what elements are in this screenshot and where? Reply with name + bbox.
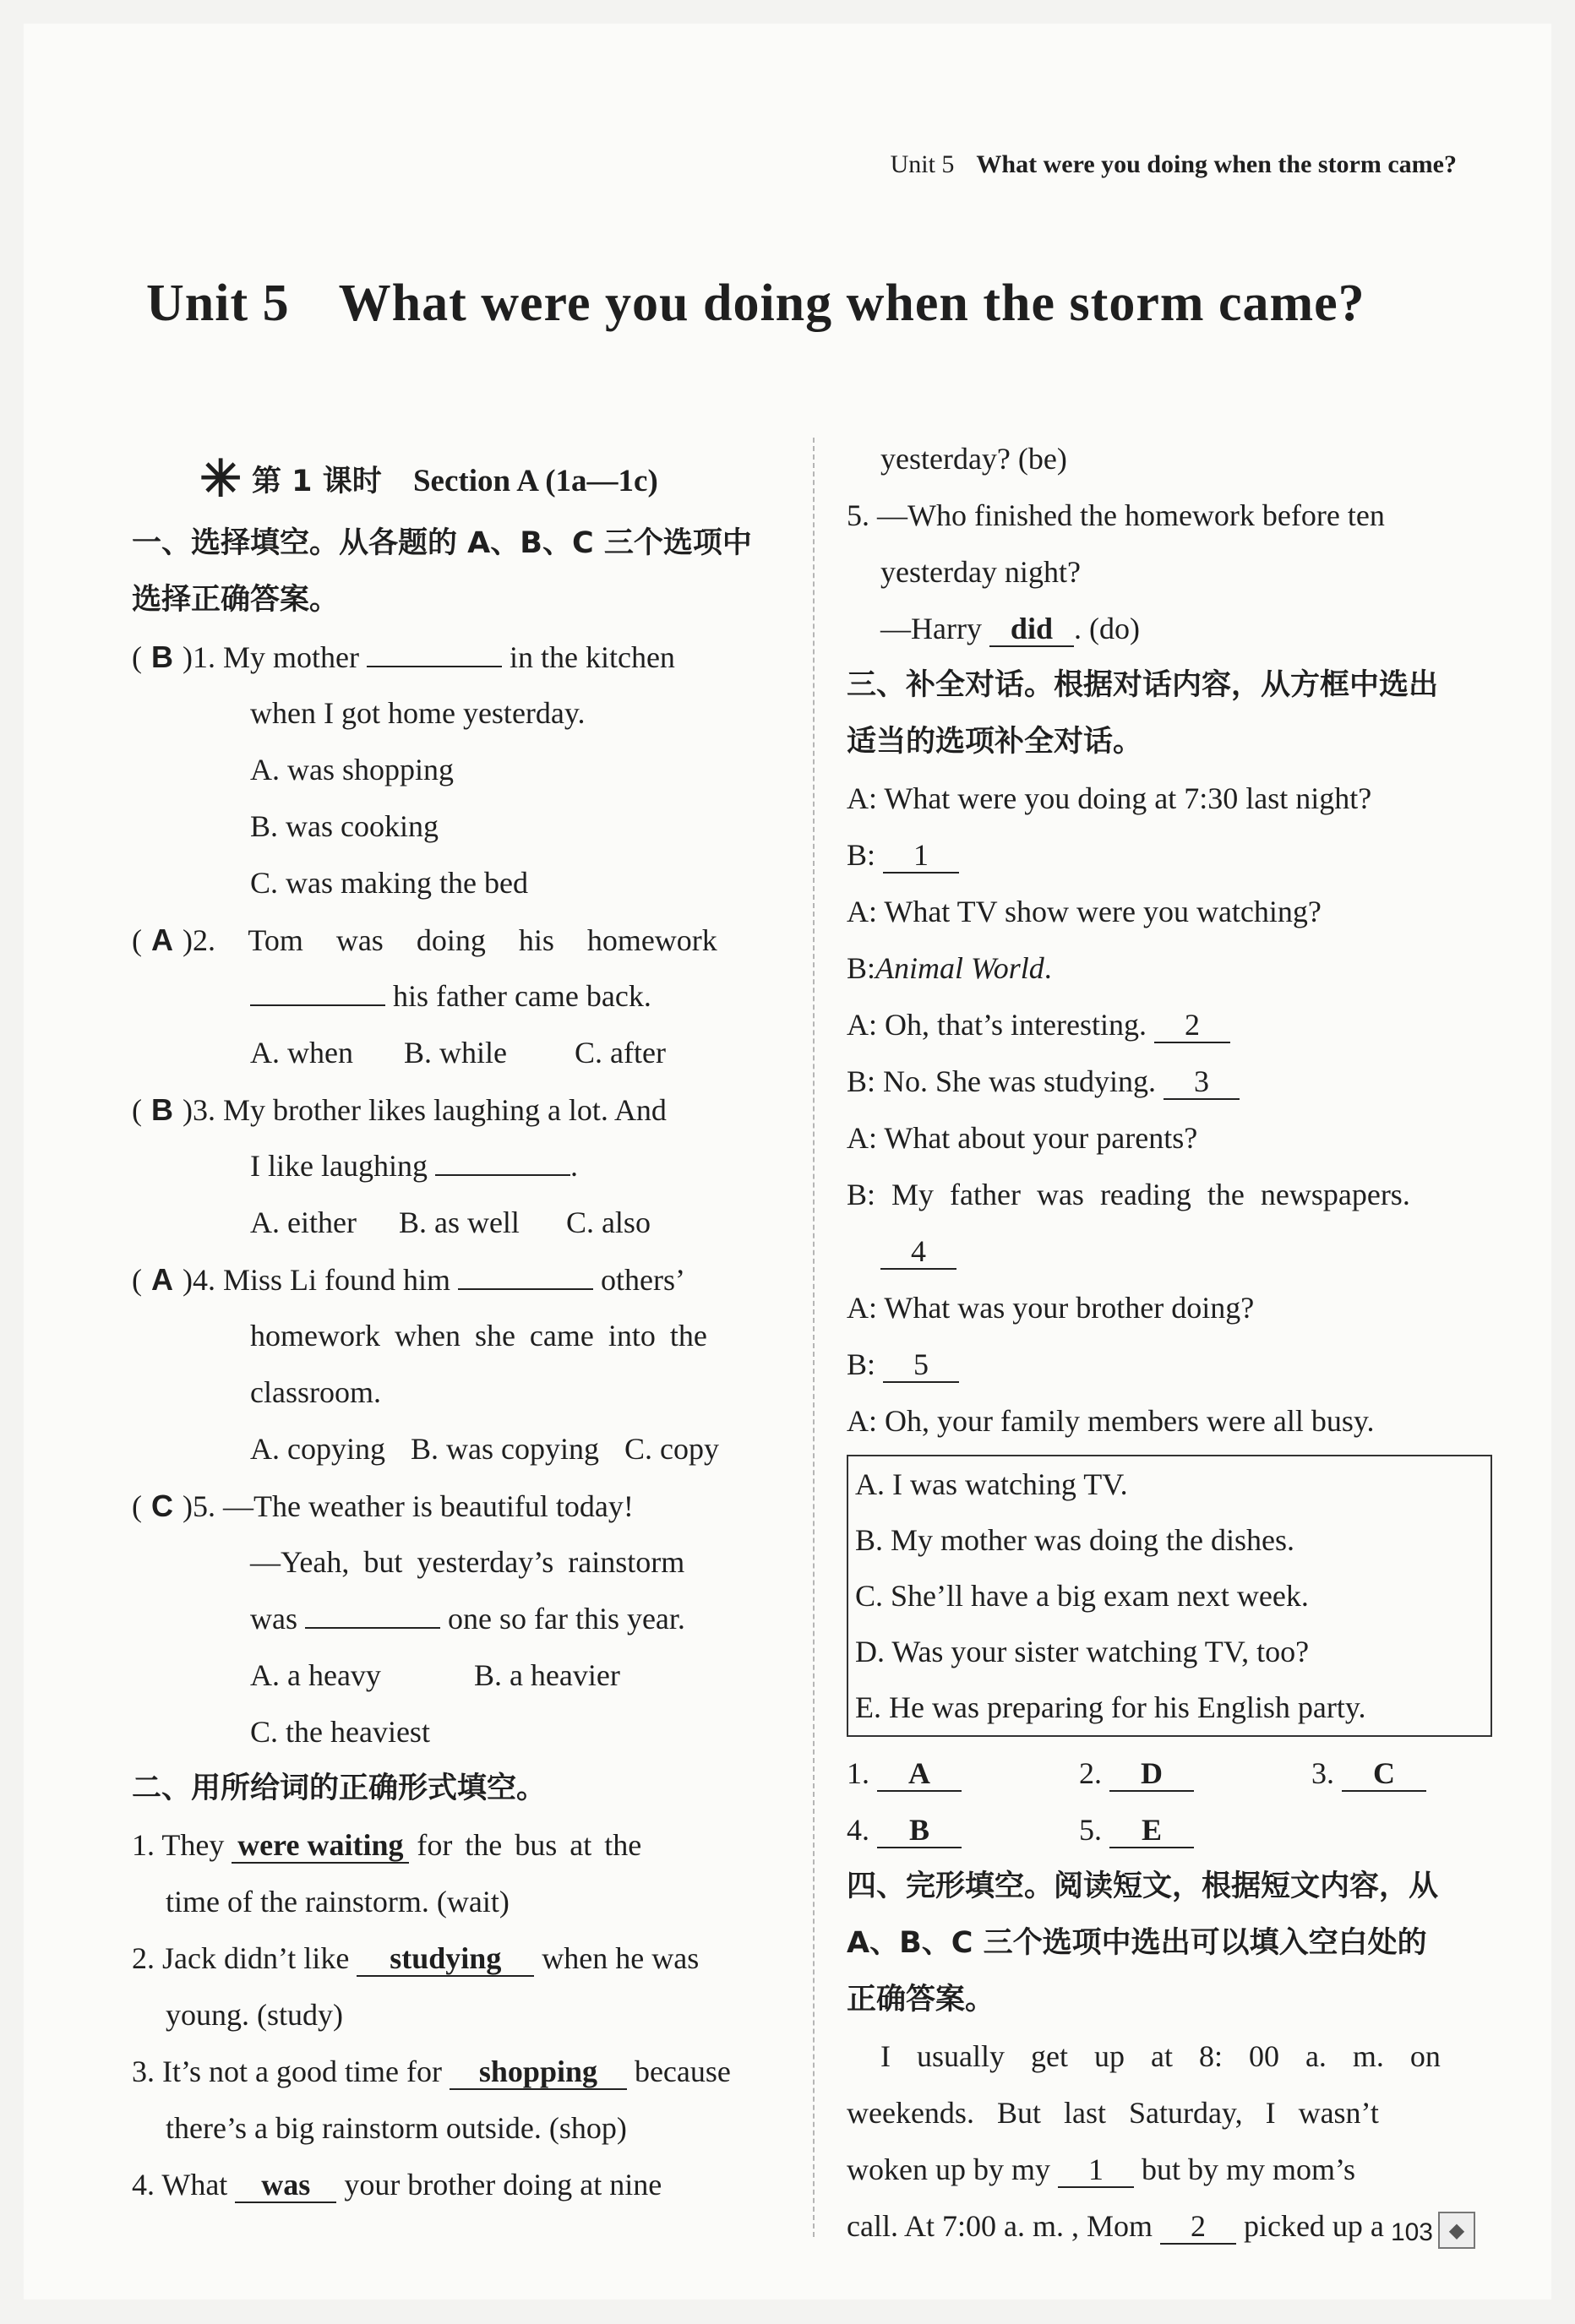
dialogue-blank: 1 [883,838,959,874]
dialogue-blank: 4 [880,1234,956,1270]
question-text: —Yeah, but yesterday’s rainstorm [250,1545,685,1579]
running-header [891,150,1457,179]
answer-mark: C [151,1489,173,1523]
page-title [146,274,1365,334]
answer-blank [250,971,385,1006]
column-divider [813,438,815,2237]
dialogue-text: B: [847,951,876,985]
question-text: classroom. [250,1375,381,1409]
star-ornament-icon: ✳ [199,451,243,507]
dialogue-text: A: Oh, that’s interesting. [847,1008,1147,1042]
fill-1 [132,1817,787,1874]
filled-answer: were waiting [232,1828,409,1864]
option: A. copying [250,1432,385,1466]
part4-heading-cont: 正确答案。 [847,1983,995,2016]
filled-answer: shopping [450,2055,627,2090]
dialogue-text: B: [847,1347,876,1381]
option: A. either [250,1206,357,1239]
dialogue-line [847,1223,1497,1280]
fill-2 [132,1930,787,1987]
option: C. the heaviest [250,1715,430,1749]
fill-text: when he was [542,1941,700,1975]
part3-heading-cont: 适当的选项补全对话。 [847,725,1143,759]
fill-text: yesterday? (be) [880,442,1067,476]
box-option: D. Was your sister watching TV, too? [855,1635,1310,1668]
passage-line: I usually get up at 8: 00 a. m. on [880,2039,1441,2073]
fill-text: your brother doing at nine [344,2168,662,2202]
dialogue-line: A: What were you doing at 7:30 last night? [847,781,1372,815]
question-1: ( B )1. My mother in the kitchen [132,629,787,685]
dialogue-line: B: My father was reading the newspapers. [847,1178,1410,1211]
page [24,24,1551,2300]
options-row [132,1195,787,1251]
answer-blank [458,1255,593,1290]
answer-mark: B [151,640,173,674]
running-header-unit: Unit 5 [890,150,955,178]
fill-text: 4. What [132,2168,228,2202]
option: B. was cooking [250,809,439,843]
dialogue-blank: 5 [883,1347,959,1383]
answer-letter: B [877,1813,962,1848]
fill-4 [132,2157,787,2213]
answer-blank [435,1140,570,1176]
fill-text: —Harry [880,612,982,645]
fill-text: 3. It’s not a good time for [132,2055,442,2088]
question-2: ( A )2. Tom was doing his homework [132,912,787,968]
option: A. when [250,1036,353,1069]
box-option: C. She’ll have a big exam next week. [855,1579,1309,1613]
fill-text: 2. Jack didn’t like [132,1941,350,1975]
fill-text: because [634,2055,731,2088]
answer-blank [305,1593,440,1629]
options-row [132,1025,787,1081]
dialogue-line [847,1053,1497,1110]
option: B. while [403,1036,507,1069]
option: B. a heavier [473,1658,620,1692]
question-4: ( A )4. Miss Li found him others’ [132,1251,787,1308]
dialogue-line: A: What was your brother doing? [847,1291,1255,1325]
question-text: others’ [601,1263,685,1297]
option: B. was copying [410,1432,599,1466]
answer-letter: C [1342,1756,1426,1792]
question-text: 2. Tom was doing his homework [193,923,717,957]
part4-heading: 四、完形填空。阅读短文，根据短文内容，从 [847,1870,1439,1903]
page-number: 103 [1390,2218,1433,2246]
question-text [132,1591,787,1647]
passage-blank: 1 [1058,2153,1134,2188]
fill-text: young. (study) [166,1998,343,2032]
part4-heading-cont: A、B、C 三个选项中选出可以填入空白处的 [847,1926,1427,1960]
part3-heading: 三、补全对话。根据对话内容，从方框中选出 [847,668,1439,702]
lesson-heading [132,448,787,515]
left-column [132,448,787,2213]
question-text: in the kitchen [509,640,675,674]
dialogue-text: B: No. She was studying. [847,1064,1157,1098]
question-text [132,968,787,1025]
lesson-section: Section A (1a—1c) [412,464,658,498]
question-text: 4. Miss Li found him [193,1263,451,1297]
fill-text: 1. They [132,1828,225,1862]
passage-text: picked up a [1243,2209,1384,2243]
filled-answer: was [235,2168,336,2203]
dialogue-line [847,997,1497,1053]
dialogue-line: A: What about your parents? [847,1121,1198,1155]
dialogue-line: A: Oh, your family members were all busy. [847,1404,1375,1438]
answer-letter: A [877,1756,962,1792]
part1-heading: 一、选择填空。从各题的 A、B、C 三个选项中 [132,526,752,560]
answer-letter: E [1109,1813,1194,1848]
page-title-text: What were you doing when the storm came? [338,275,1365,332]
options-row [132,1647,787,1704]
dialogue-line [847,1336,1497,1393]
filled-answer: studying [357,1941,534,1977]
option: B. as well [398,1206,520,1239]
option: C. copy [624,1432,719,1466]
part1-heading-cont: 选择正确答案。 [132,583,340,617]
answer-letter: D [1109,1756,1194,1792]
fill-text [847,601,1497,657]
question-text: homework when she came into the [250,1319,707,1352]
answer-blank [367,632,502,667]
passage-text: woken up by my [847,2153,1050,2186]
question-text: 1. My mother [193,640,359,674]
passage-blank: 2 [1160,2209,1236,2245]
options-row [132,1421,787,1478]
passage-text: but by my mom’s [1141,2153,1356,2186]
option: C. also [565,1206,651,1239]
box-option: E. He was preparing for his English party. [855,1690,1366,1724]
answer-row [847,1802,1497,1859]
option: C. was making the bed [250,866,528,900]
passage-line [847,2142,1497,2198]
option: A. was shopping [250,753,454,786]
answer-number: 2. [1079,1756,1102,1790]
question-text: one so far this year. [448,1602,685,1636]
question-text: when I got home yesterday. [250,696,586,730]
dialogue-blank: 3 [1164,1064,1240,1100]
lesson-label: 第 1 课时 [252,465,382,498]
passage-line: weekends. But last Saturday, I wasn’t [847,2096,1379,2130]
dialogue-text: Animal World [875,951,1044,985]
answer-row [847,1745,1497,1802]
answer-mark: B [151,1092,173,1127]
answer-number: 4. [847,1813,869,1847]
question-text: was [250,1602,297,1636]
diamond-icon: ◆ [1438,2212,1475,2249]
right-column [847,431,1497,2255]
question-5: ( C )5. —The weather is beautiful today! [132,1478,787,1534]
question-text: 3. My brother likes laughing a lot. And [193,1093,667,1127]
box-option: A. I was watching TV. [855,1467,1128,1501]
box-option: B. My mother was doing the dishes. [855,1523,1294,1557]
question-text: his father came back. [393,979,651,1013]
filled-answer: did [989,612,1074,647]
fill-text: time of the rainstorm. (wait) [166,1885,510,1919]
dialogue-text: B: [847,838,876,872]
question-text: 5. —The weather is beautiful today! [193,1489,634,1523]
fill-3 [132,2044,787,2100]
options-box [847,1455,1492,1737]
fill-text: yesterday night? [880,555,1081,589]
fill-5: 5. —Who finished the homework before ten [847,498,1385,532]
page-title-unit: Unit 5 [146,275,290,332]
dialogue-line [847,827,1497,884]
answer-number: 3. [1311,1756,1334,1790]
fill-text: there’s a big rainstorm outside. (shop) [166,2111,627,2145]
running-header-title: What were you doing when the storm came? [976,150,1457,178]
option: C. after [574,1036,666,1069]
answer-number: 5. [1079,1813,1102,1847]
dialogue-line: B:Animal World. [847,951,1052,985]
part2-heading: 二、用所给词的正确形式填空。 [132,1772,547,1805]
passage-text: call. At 7:00 a. m. , Mom [847,2209,1153,2243]
answer-number: 1. [847,1756,869,1790]
dialogue-blank: 2 [1154,1008,1230,1043]
dialogue-line: A: What TV show were you watching? [847,895,1322,928]
question-text: I like laughing [250,1149,428,1183]
fill-text: for the bus at the [417,1828,642,1862]
option: A. a heavy [250,1658,381,1692]
fill-text: . (do) [1073,612,1140,645]
question-text: I like laughing . [132,1138,787,1195]
answer-mark: A [151,1262,173,1297]
question-3: ( B )3. My brother likes laughing a lot. And [132,1081,787,1138]
answer-mark: A [151,923,173,957]
